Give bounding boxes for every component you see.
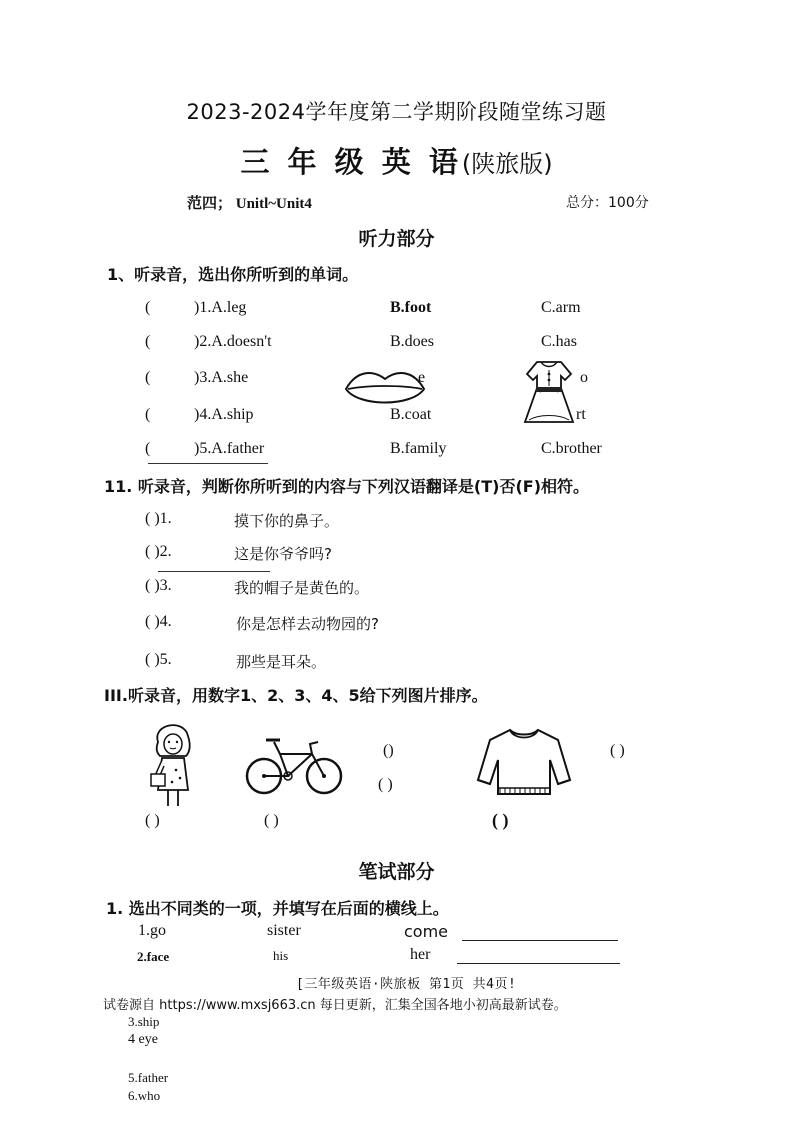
bike-picture — [244, 732, 344, 796]
tf-paren[interactable]: ( )5. — [145, 651, 172, 668]
order-paren[interactable]: ( ) — [492, 810, 509, 830]
lips-picture — [344, 367, 426, 411]
order-paren[interactable]: () — [383, 742, 394, 759]
odd-one-out-word: her — [410, 946, 431, 963]
total-score: 总分：100分 — [566, 195, 649, 211]
girl-picture — [148, 718, 198, 808]
option-b: B.family — [390, 440, 447, 457]
option-c: C.has — [541, 333, 577, 350]
option-a: )4.A.ship — [194, 406, 254, 423]
option-b: B.coat — [390, 406, 432, 423]
tf-paren[interactable]: ( )4. — [145, 613, 172, 630]
order-paren[interactable]: ( ) — [378, 776, 393, 793]
main-title-text: 三 年 级 英 语 — [240, 145, 462, 179]
tf-statement: 你是怎样去动物园的? — [236, 615, 379, 633]
odd-one-out-item: 4 eye — [128, 1032, 158, 1047]
sweater-picture — [476, 724, 572, 806]
written-part1-heading: 1. 选出不同类的一项，并填写在后面的横线上。 — [106, 899, 449, 918]
listening-part3-heading: III.听录音，用数字1、2、3、4、5给下列图片排序。 — [104, 686, 488, 705]
odd-one-out-item: 3.ship — [128, 1014, 160, 1029]
option-c: o — [580, 369, 588, 386]
option-a: )3.A.she — [194, 369, 249, 386]
tf-statement: 我的帽子是黄色的。 — [234, 579, 370, 597]
document-title: 2023-2024学年度第二学期阶段随堂练习题 — [186, 100, 607, 124]
order-paren[interactable]: ( ) — [264, 812, 279, 829]
option-a: )5.A.father — [194, 440, 265, 457]
answer-paren[interactable]: ( — [145, 299, 151, 316]
option-b: e — [418, 369, 426, 386]
order-paren[interactable]: ( ) — [610, 742, 625, 759]
option-c: rt — [576, 406, 586, 423]
odd-one-out-word: his — [273, 948, 289, 963]
odd-one-out-word: 1.go — [138, 922, 166, 939]
odd-one-out-word: sister — [267, 922, 301, 939]
option-c: C.brother — [541, 440, 602, 457]
order-paren[interactable]: ( ) — [145, 812, 160, 829]
answer-paren[interactable]: ( — [145, 369, 151, 386]
main-title — [0, 140, 793, 181]
odd-one-out-word: come — [404, 922, 449, 941]
option-a: )1.A.leg — [194, 299, 247, 316]
tf-paren[interactable]: ( )1. — [145, 510, 172, 527]
dress-picture — [519, 358, 579, 428]
odd-one-out-word: 2.face — [137, 949, 170, 964]
underline-stroke — [158, 571, 270, 572]
answer-paren[interactable]: ( — [145, 440, 151, 457]
tf-paren[interactable]: ( )2. — [145, 543, 172, 560]
tf-statement: 那些是耳朵。 — [236, 653, 327, 671]
option-b: B.foot — [390, 299, 432, 316]
listening-section-title: 听力部分 — [358, 228, 435, 250]
main-title-suffix: (陕旅版) — [461, 150, 553, 178]
odd-one-out-item: 6.who — [128, 1088, 161, 1103]
listening-part2-heading: 11. 听录音，判断你所听到的内容与下列汉语翻译是(T)否(F)相符。 — [104, 477, 590, 496]
option-b: B.does — [390, 333, 434, 350]
tf-paren[interactable]: ( )3. — [145, 577, 172, 594]
source-line: 试卷源自 https://www.mxsj663.cn 每日更新，汇集全国各地小初高最新试卷。 — [103, 998, 567, 1013]
option-c: C.arm — [541, 299, 581, 316]
tf-statement: 摸下你的鼻子。 — [234, 512, 340, 530]
underline-stroke — [148, 463, 268, 464]
answer-paren[interactable]: ( — [145, 406, 151, 423]
exam-scope: 范四； Unitl~Unit4 — [187, 196, 312, 212]
tf-statement: 这是你爷爷吗? — [234, 545, 332, 563]
odd-one-out-item: 5.father — [128, 1070, 169, 1085]
page-footer: [三年级英语·陕旅板 第1页 共4页! — [296, 977, 517, 992]
option-a: )2.A.doesn't — [194, 333, 272, 350]
listening-part1-heading: 1、听录音，选出你所听到的单词。 — [107, 265, 359, 284]
answer-blank[interactable] — [457, 963, 620, 964]
answer-paren[interactable]: ( — [145, 333, 151, 350]
written-section-title: 笔试部分 — [358, 861, 435, 883]
answer-blank[interactable] — [462, 940, 618, 941]
